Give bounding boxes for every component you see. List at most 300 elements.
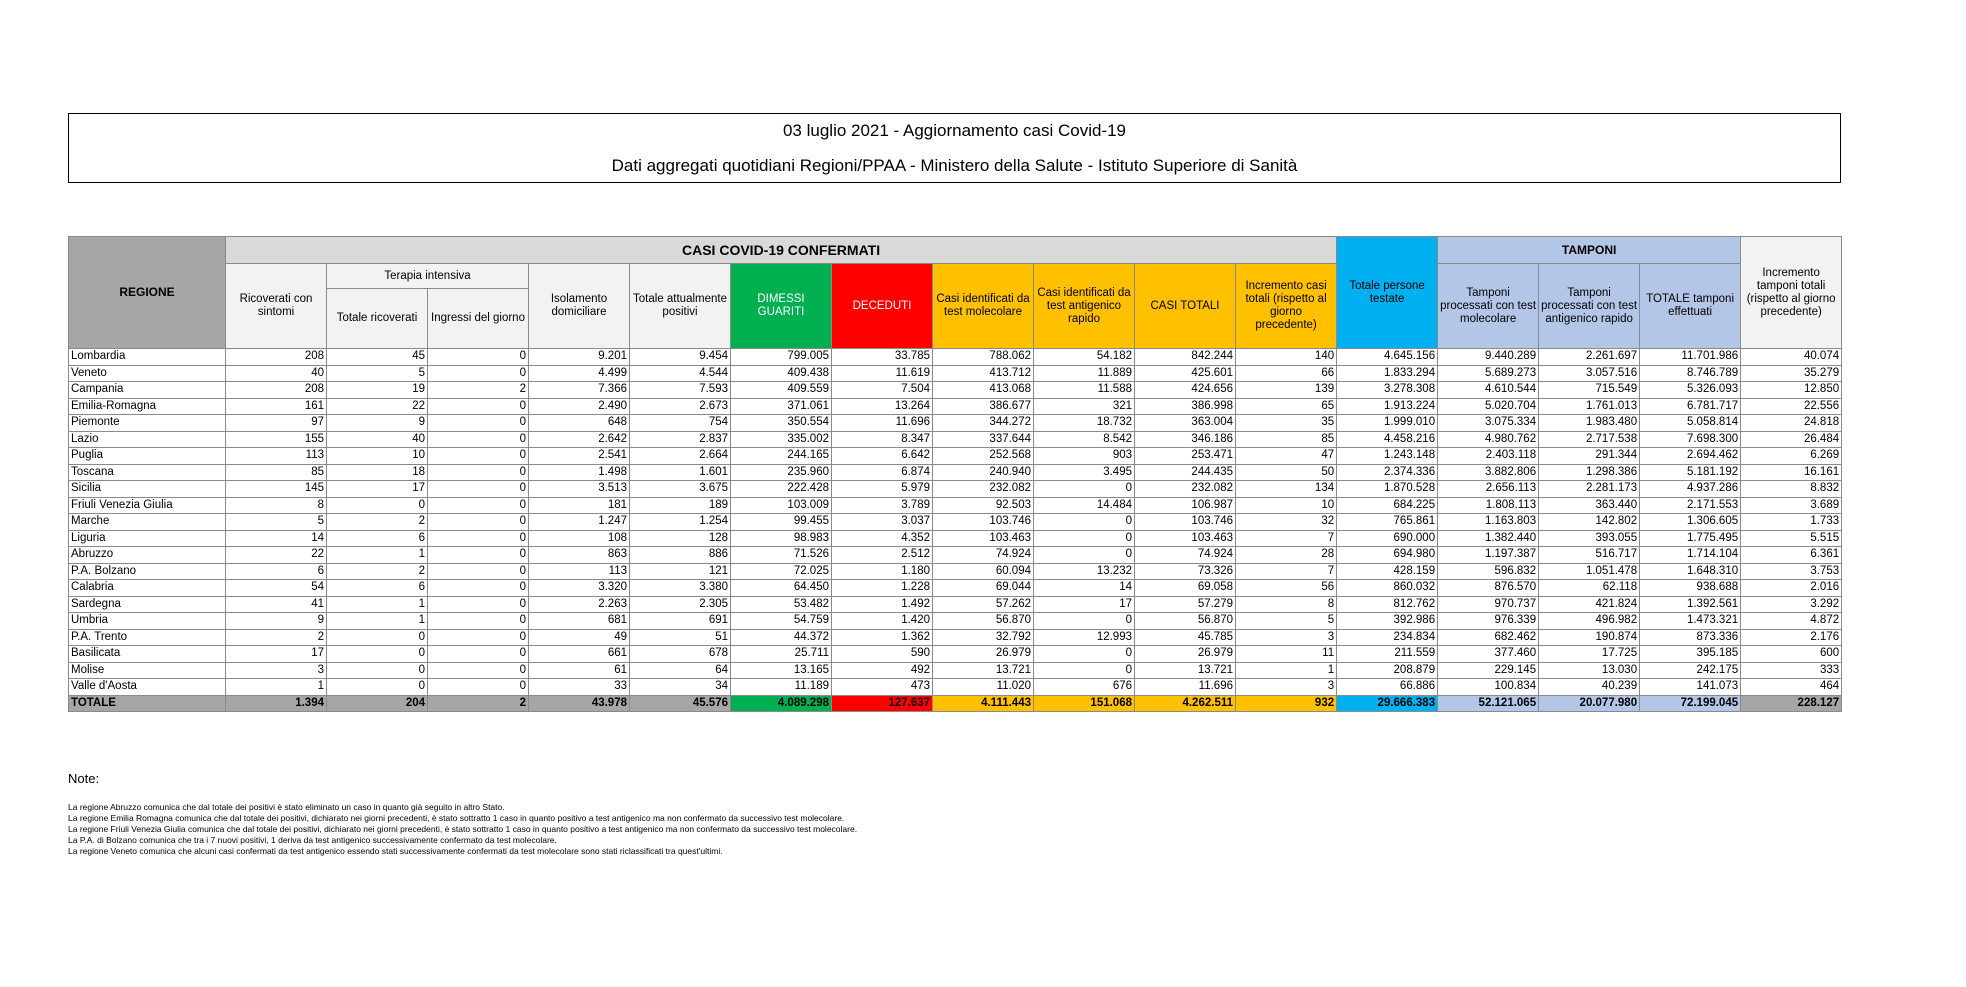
cell-value: 5.326.093 — [1640, 382, 1741, 399]
cell-value: 676 — [1034, 679, 1135, 696]
cell-value: 1.714.104 — [1640, 547, 1741, 564]
cell-value: 32 — [1236, 514, 1337, 531]
cell-value: 2.656.113 — [1438, 481, 1539, 498]
cell-value: 1.163.803 — [1438, 514, 1539, 531]
cell-regione: Molise — [69, 662, 226, 679]
cell-value: 8.832 — [1741, 481, 1842, 498]
cell-value: 50 — [1236, 464, 1337, 481]
cell-value: 691 — [630, 613, 731, 630]
note-line: La regione Emilia Romagna comunica che dal totale dei positivi, dichiarato nei giorni precedenti, è stato sottratto 1 caso in quanto positivo a test antigenico ma non confermato da successivo test molecolare. — [68, 813, 845, 823]
cell-value: 244.435 — [1135, 464, 1236, 481]
table-body — [69, 349, 1842, 712]
cell-value: 97 — [226, 415, 327, 432]
cell-value: 335.002 — [731, 431, 832, 448]
cell-value: 56 — [1236, 580, 1337, 597]
cell-value: 17 — [327, 481, 428, 498]
cell-value: 1 — [327, 547, 428, 564]
cell-value: 56.870 — [933, 613, 1034, 630]
header-ingressi-giorno: Ingressi del giorno — [428, 289, 529, 349]
cell-value: 3.495 — [1034, 464, 1135, 481]
cell-value: 5.058.814 — [1640, 415, 1741, 432]
cell-value: 2 — [327, 514, 428, 531]
cell-value: 788.062 — [933, 349, 1034, 366]
cell-value: 1 — [327, 613, 428, 630]
table-row — [69, 646, 1842, 663]
cell-value: 1.870.528 — [1337, 481, 1438, 498]
cell-value: 0 — [428, 629, 529, 646]
cell-value: 0 — [428, 662, 529, 679]
table-row — [69, 497, 1842, 514]
cell-value: 47 — [1236, 448, 1337, 465]
cell-value: 26.979 — [1135, 646, 1236, 663]
cell-value: 14 — [226, 530, 327, 547]
cell-value: 57.262 — [933, 596, 1034, 613]
cell-value: 151.068 — [1034, 695, 1135, 712]
header-persone-testate: Totale persone testate — [1337, 237, 1438, 349]
header-dimessi-guariti: DIMESSI GUARITI — [731, 264, 832, 349]
cell-value: 66 — [1236, 365, 1337, 382]
header-ricoverati: Ricoverati con sintomi — [226, 264, 327, 349]
cell-value: 49 — [529, 629, 630, 646]
cell-value: 9 — [226, 613, 327, 630]
cell-value: 28 — [1236, 547, 1337, 564]
cell-value: 2.694.462 — [1640, 448, 1741, 465]
cell-value: 53.482 — [731, 596, 832, 613]
cell-value: 54.759 — [731, 613, 832, 630]
cell-value: 3.789 — [832, 497, 933, 514]
notes-label: Note: — [68, 771, 100, 786]
cell-value: 1.601 — [630, 464, 731, 481]
cell-value: 0 — [428, 530, 529, 547]
cell-value: 24.818 — [1741, 415, 1842, 432]
cell-value: 393.055 — [1539, 530, 1640, 547]
cell-value: 386.998 — [1135, 398, 1236, 415]
cell-value: 3.882.806 — [1438, 464, 1539, 481]
cell-value: 0 — [428, 646, 529, 663]
cell-value: 377.460 — [1438, 646, 1539, 663]
cell-value: 9 — [327, 415, 428, 432]
cell-value: 0 — [428, 415, 529, 432]
cell-value: 0 — [1034, 613, 1135, 630]
cell-value: 11 — [1236, 646, 1337, 663]
table-row — [69, 382, 1842, 399]
cell-value: 6.874 — [832, 464, 933, 481]
cell-value: 45.576 — [630, 695, 731, 712]
cell-value: 40 — [327, 431, 428, 448]
cell-value: 1.733 — [1741, 514, 1842, 531]
cell-value: 386.677 — [933, 398, 1034, 415]
cell-regione: Sardegna — [69, 596, 226, 613]
cell-value: 4.499 — [529, 365, 630, 382]
cell-value: 2.261.697 — [1539, 349, 1640, 366]
cell-value: 1 — [226, 679, 327, 696]
cell-value: 321 — [1034, 398, 1135, 415]
cell-value: 5.689.273 — [1438, 365, 1539, 382]
cell-value: 1.392.561 — [1640, 596, 1741, 613]
cell-value: 0 — [1034, 514, 1135, 531]
table-row — [69, 530, 1842, 547]
cell-value: 0 — [428, 563, 529, 580]
cell-value: 350.554 — [731, 415, 832, 432]
cell-value: 0 — [1034, 481, 1135, 498]
cell-value: 11.889 — [1034, 365, 1135, 382]
cell-value: 0 — [428, 464, 529, 481]
cell-value: 41 — [226, 596, 327, 613]
cell-value: 2 — [428, 695, 529, 712]
cell-value: 4.645.156 — [1337, 349, 1438, 366]
table-row — [69, 547, 1842, 564]
cell-value: 0 — [327, 679, 428, 696]
cell-value: 19 — [327, 382, 428, 399]
cell-value: 413.712 — [933, 365, 1034, 382]
cell-regione: Toscana — [69, 464, 226, 481]
cell-value: 14.484 — [1034, 497, 1135, 514]
cell-value: 113 — [226, 448, 327, 465]
table-row — [69, 662, 1842, 679]
cell-value: 2.642 — [529, 431, 630, 448]
cell-value: 976.339 — [1438, 613, 1539, 630]
cell-regione: Puglia — [69, 448, 226, 465]
cell-value: 244.165 — [731, 448, 832, 465]
cell-value: 392.986 — [1337, 613, 1438, 630]
cell-value: 40.239 — [1539, 679, 1640, 696]
cell-value: 61 — [529, 662, 630, 679]
cell-value: 413.068 — [933, 382, 1034, 399]
cell-regione: Lombardia — [69, 349, 226, 366]
cell-value: 0 — [428, 398, 529, 415]
cell-value: 3.675 — [630, 481, 731, 498]
cell-value: 2.717.538 — [1539, 431, 1640, 448]
cell-value: 103.746 — [1135, 514, 1236, 531]
table-row — [69, 349, 1842, 366]
cell-value: 35.279 — [1741, 365, 1842, 382]
cell-value: 690.000 — [1337, 530, 1438, 547]
cell-value: 2.281.173 — [1539, 481, 1640, 498]
cell-value: 428.159 — [1337, 563, 1438, 580]
header-tamponi-antigenico: Tamponi processati con test antigenico rapido — [1539, 264, 1640, 349]
note-line: La regione Friuli Venezia Giulia comunica che dal totale dei positivi, dichiarato nei giorni precedenti, è stato sottratto 1 caso in quanto positivo a test antigenico ma non confermato da successivo test molecolare. — [68, 824, 858, 834]
cell-value: 2.016 — [1741, 580, 1842, 597]
cell-value: 7 — [1236, 530, 1337, 547]
cell-value: 682.462 — [1438, 629, 1539, 646]
cell-value: 291.344 — [1539, 448, 1640, 465]
header-group-tamponi: TAMPONI — [1438, 237, 1741, 264]
cell-value: 211.559 — [1337, 646, 1438, 663]
cell-value: 9.201 — [529, 349, 630, 366]
cell-value: 0 — [327, 629, 428, 646]
cell-value: 873.336 — [1640, 629, 1741, 646]
cell-value: 0 — [327, 497, 428, 514]
total-row — [69, 695, 1842, 712]
cell-value: 3.278.308 — [1337, 382, 1438, 399]
cell-value: 4.089.298 — [731, 695, 832, 712]
cell-value: 222.428 — [731, 481, 832, 498]
cell-value: 7.593 — [630, 382, 731, 399]
cell-value: 2.673 — [630, 398, 731, 415]
header-casi-antigenico: Casi identificati da test antigenico rapido — [1034, 264, 1135, 349]
cell-value: 142.802 — [1539, 514, 1640, 531]
cell-regione: Marche — [69, 514, 226, 531]
cell-value: 1.473.321 — [1640, 613, 1741, 630]
report-subtitle: Dati aggregati quotidiani Regioni/PPAA - Ministero della Salute - Istituto Superiore di Sanità — [611, 156, 1298, 175]
cell-value: 121 — [630, 563, 731, 580]
cell-value: 346.186 — [1135, 431, 1236, 448]
cell-value: 10 — [1236, 497, 1337, 514]
cell-value: 22 — [327, 398, 428, 415]
cell-value: 4.980.762 — [1438, 431, 1539, 448]
header-incremento-tamponi: Incremento tamponi totali (rispetto al giorno precedente) — [1741, 237, 1842, 349]
header-tamponi-molecolare: Tamponi processati con test molecolare — [1438, 264, 1539, 349]
cell-value: 6.361 — [1741, 547, 1842, 564]
table-row — [69, 415, 1842, 432]
cell-value: 8.746.789 — [1640, 365, 1741, 382]
cell-value: 0 — [428, 497, 529, 514]
cell-value: 678 — [630, 646, 731, 663]
cell-value: 45 — [327, 349, 428, 366]
cell-value: 3 — [226, 662, 327, 679]
cell-regione: Basilicata — [69, 646, 226, 663]
header-casi-totali: CASI TOTALI — [1135, 264, 1236, 349]
cell-value: 33.785 — [832, 349, 933, 366]
cell-value: 5.020.704 — [1438, 398, 1539, 415]
header-deceduti: DECEDUTI — [832, 264, 933, 349]
cell-value: 11.696 — [832, 415, 933, 432]
cell-value: 33 — [529, 679, 630, 696]
cell-value: 128 — [630, 530, 731, 547]
cell-value: 145 — [226, 481, 327, 498]
cell-value: 13.721 — [933, 662, 1034, 679]
cell-value: 44.372 — [731, 629, 832, 646]
cell-value: 424.656 — [1135, 382, 1236, 399]
cell-value: 371.061 — [731, 398, 832, 415]
cell-value: 56.870 — [1135, 613, 1236, 630]
table-row — [69, 679, 1842, 696]
cell-value: 74.924 — [933, 547, 1034, 564]
cell-value: 11.189 — [731, 679, 832, 696]
cell-value: 2.490 — [529, 398, 630, 415]
header-group-casi: CASI COVID-19 CONFERMATI — [226, 237, 1337, 264]
cell-value: 694.980 — [1337, 547, 1438, 564]
cell-value: 103.463 — [1135, 530, 1236, 547]
cell-value: 43.978 — [529, 695, 630, 712]
cell-value: 596.832 — [1438, 563, 1539, 580]
cell-value: 0 — [327, 646, 428, 663]
table-row — [69, 629, 1842, 646]
cell-value: 2.176 — [1741, 629, 1842, 646]
cell-regione: Lazio — [69, 431, 226, 448]
cell-value: 85 — [226, 464, 327, 481]
header-casi-molecolare: Casi identificati da test molecolare — [933, 264, 1034, 349]
cell-regione: Campania — [69, 382, 226, 399]
cell-value: 344.272 — [933, 415, 1034, 432]
cell-value: 395.185 — [1640, 646, 1741, 663]
cell-regione: Abruzzo — [69, 547, 226, 564]
cell-regione: P.A. Trento — [69, 629, 226, 646]
cell-regione: Liguria — [69, 530, 226, 547]
cell-value: 60.094 — [933, 563, 1034, 580]
cell-value: 421.824 — [1539, 596, 1640, 613]
cell-value: 72.199.045 — [1640, 695, 1741, 712]
cell-value: 464 — [1741, 679, 1842, 696]
cell-value: 208 — [226, 382, 327, 399]
cell-value: 85 — [1236, 431, 1337, 448]
cell-value: 3.320 — [529, 580, 630, 597]
cell-value: 1.306.605 — [1640, 514, 1741, 531]
cell-value: 363.440 — [1539, 497, 1640, 514]
table-row — [69, 431, 1842, 448]
header-incremento-casi: Incremento casi totali (rispetto al giorno precedente) — [1236, 264, 1337, 349]
cell-value: 40.074 — [1741, 349, 1842, 366]
table-row — [69, 481, 1842, 498]
cell-value: 103.009 — [731, 497, 832, 514]
cell-value: 661 — [529, 646, 630, 663]
cell-value: 98.983 — [731, 530, 832, 547]
cell-value: 1.243.148 — [1337, 448, 1438, 465]
cell-value: 54 — [226, 580, 327, 597]
cell-regione: Piemonte — [69, 415, 226, 432]
cell-value: 2 — [428, 382, 529, 399]
cell-value: 2 — [226, 629, 327, 646]
cell-value: 73.326 — [1135, 563, 1236, 580]
cell-value: 2.664 — [630, 448, 731, 465]
cell-value: 903 — [1034, 448, 1135, 465]
cell-value: 190.874 — [1539, 629, 1640, 646]
cell-value: 4.352 — [832, 530, 933, 547]
cell-value: 10 — [327, 448, 428, 465]
cell-value: 18 — [327, 464, 428, 481]
cell-value: 54.182 — [1034, 349, 1135, 366]
cell-value: 17 — [1034, 596, 1135, 613]
cell-value: 100.834 — [1438, 679, 1539, 696]
cell-value: 228.127 — [1741, 695, 1842, 712]
cell-value: 0 — [1034, 662, 1135, 679]
cell-value: 1.362 — [832, 629, 933, 646]
cell-value: 16.161 — [1741, 464, 1842, 481]
table-row — [69, 365, 1842, 382]
cell-value: 11.701.986 — [1640, 349, 1741, 366]
cell-value: 72.025 — [731, 563, 832, 580]
cell-value: 1.051.478 — [1539, 563, 1640, 580]
cell-value: 3 — [1236, 679, 1337, 696]
cell-value: 34 — [630, 679, 731, 696]
cell-value: 1.983.480 — [1539, 415, 1640, 432]
cell-value: 1.298.386 — [1539, 464, 1640, 481]
cell-value: 2.374.336 — [1337, 464, 1438, 481]
cell-value: 208 — [226, 349, 327, 366]
cell-value: 6 — [327, 530, 428, 547]
cell-value: 139 — [1236, 382, 1337, 399]
cell-value: 3.753 — [1741, 563, 1842, 580]
cell-value: 64.450 — [731, 580, 832, 597]
cell-value: 0 — [428, 349, 529, 366]
cell-value: 863 — [529, 547, 630, 564]
cell-value: 2.541 — [529, 448, 630, 465]
cell-value: 242.175 — [1640, 662, 1741, 679]
cell-value: 253.471 — [1135, 448, 1236, 465]
cell-value: 754 — [630, 415, 731, 432]
cell-value: 0 — [428, 679, 529, 696]
cell-value: 66.886 — [1337, 679, 1438, 696]
cell-value: 6.642 — [832, 448, 933, 465]
cell-value: 6 — [327, 580, 428, 597]
cell-value: 363.004 — [1135, 415, 1236, 432]
cell-value: 4.458.216 — [1337, 431, 1438, 448]
cell-value: 648 — [529, 415, 630, 432]
cell-value: 6.269 — [1741, 448, 1842, 465]
cell-value: 3.292 — [1741, 596, 1842, 613]
cell-value: 5 — [226, 514, 327, 531]
cell-value: 0 — [428, 481, 529, 498]
table-row — [69, 514, 1842, 531]
header-totale-ricoverati: Totale ricoverati — [327, 289, 428, 349]
cell-value: 2.403.118 — [1438, 448, 1539, 465]
cell-value: 69.058 — [1135, 580, 1236, 597]
cell-value: 425.601 — [1135, 365, 1236, 382]
cell-value: 22.556 — [1741, 398, 1842, 415]
cell-value: 1.761.013 — [1539, 398, 1640, 415]
cell-value: 970.737 — [1438, 596, 1539, 613]
cell-regione: Veneto — [69, 365, 226, 382]
cell-value: 29.666.383 — [1337, 695, 1438, 712]
cell-value: 13.030 — [1539, 662, 1640, 679]
cell-value: 886 — [630, 547, 731, 564]
cell-value: 8.542 — [1034, 431, 1135, 448]
cell-value: 71.526 — [731, 547, 832, 564]
cell-value: 13.264 — [832, 398, 933, 415]
cell-value: 2.171.553 — [1640, 497, 1741, 514]
cell-regione: Emilia-Romagna — [69, 398, 226, 415]
cell-value: 155 — [226, 431, 327, 448]
cell-value: 409.559 — [731, 382, 832, 399]
cell-value: 127.637 — [832, 695, 933, 712]
cell-value: 141.073 — [1640, 679, 1741, 696]
cell-value: 1.180 — [832, 563, 933, 580]
cell-value: 1.498 — [529, 464, 630, 481]
cell-value: 0 — [327, 662, 428, 679]
cell-value: 1.394 — [226, 695, 327, 712]
cell-value: 240.940 — [933, 464, 1034, 481]
cell-value: 62.118 — [1539, 580, 1640, 597]
cell-value: 51 — [630, 629, 731, 646]
cell-value: 409.438 — [731, 365, 832, 382]
cell-value: 3.689 — [1741, 497, 1842, 514]
cell-value: 1.228 — [832, 580, 933, 597]
cell-value: 108 — [529, 530, 630, 547]
cell-value: 3.057.516 — [1539, 365, 1640, 382]
cell-value: 0 — [1034, 547, 1135, 564]
note-line: La regione Abruzzo comunica che dal totale dei positivi è stato eliminato un caso in quanto già seguito in altro Stato. — [68, 802, 505, 812]
cell-value: 684.225 — [1337, 497, 1438, 514]
cell-regione: TOTALE — [69, 695, 226, 712]
cell-value: 715.549 — [1539, 382, 1640, 399]
cell-value: 8 — [1236, 596, 1337, 613]
cell-regione: P.A. Bolzano — [69, 563, 226, 580]
cell-value: 5.979 — [832, 481, 933, 498]
cell-value: 5.181.192 — [1640, 464, 1741, 481]
cell-value: 1.420 — [832, 613, 933, 630]
report-title: 03 luglio 2021 - Aggiornamento casi Covid-19 — [782, 121, 1127, 140]
cell-value: 65 — [1236, 398, 1337, 415]
cell-value: 11.696 — [1135, 679, 1236, 696]
cell-value: 0 — [428, 514, 529, 531]
cell-value: 14 — [1034, 580, 1135, 597]
cell-value: 1.254 — [630, 514, 731, 531]
note-line: La P.A. di Bolzano comunica che tra i 7 nuovi positivi, 1 deriva da test antigenico successivamente confermato da test molecolare. — [68, 835, 557, 845]
cell-value: 234.834 — [1337, 629, 1438, 646]
cell-value: 140 — [1236, 349, 1337, 366]
cell-value: 0 — [428, 365, 529, 382]
notes-section — [68, 771, 857, 857]
